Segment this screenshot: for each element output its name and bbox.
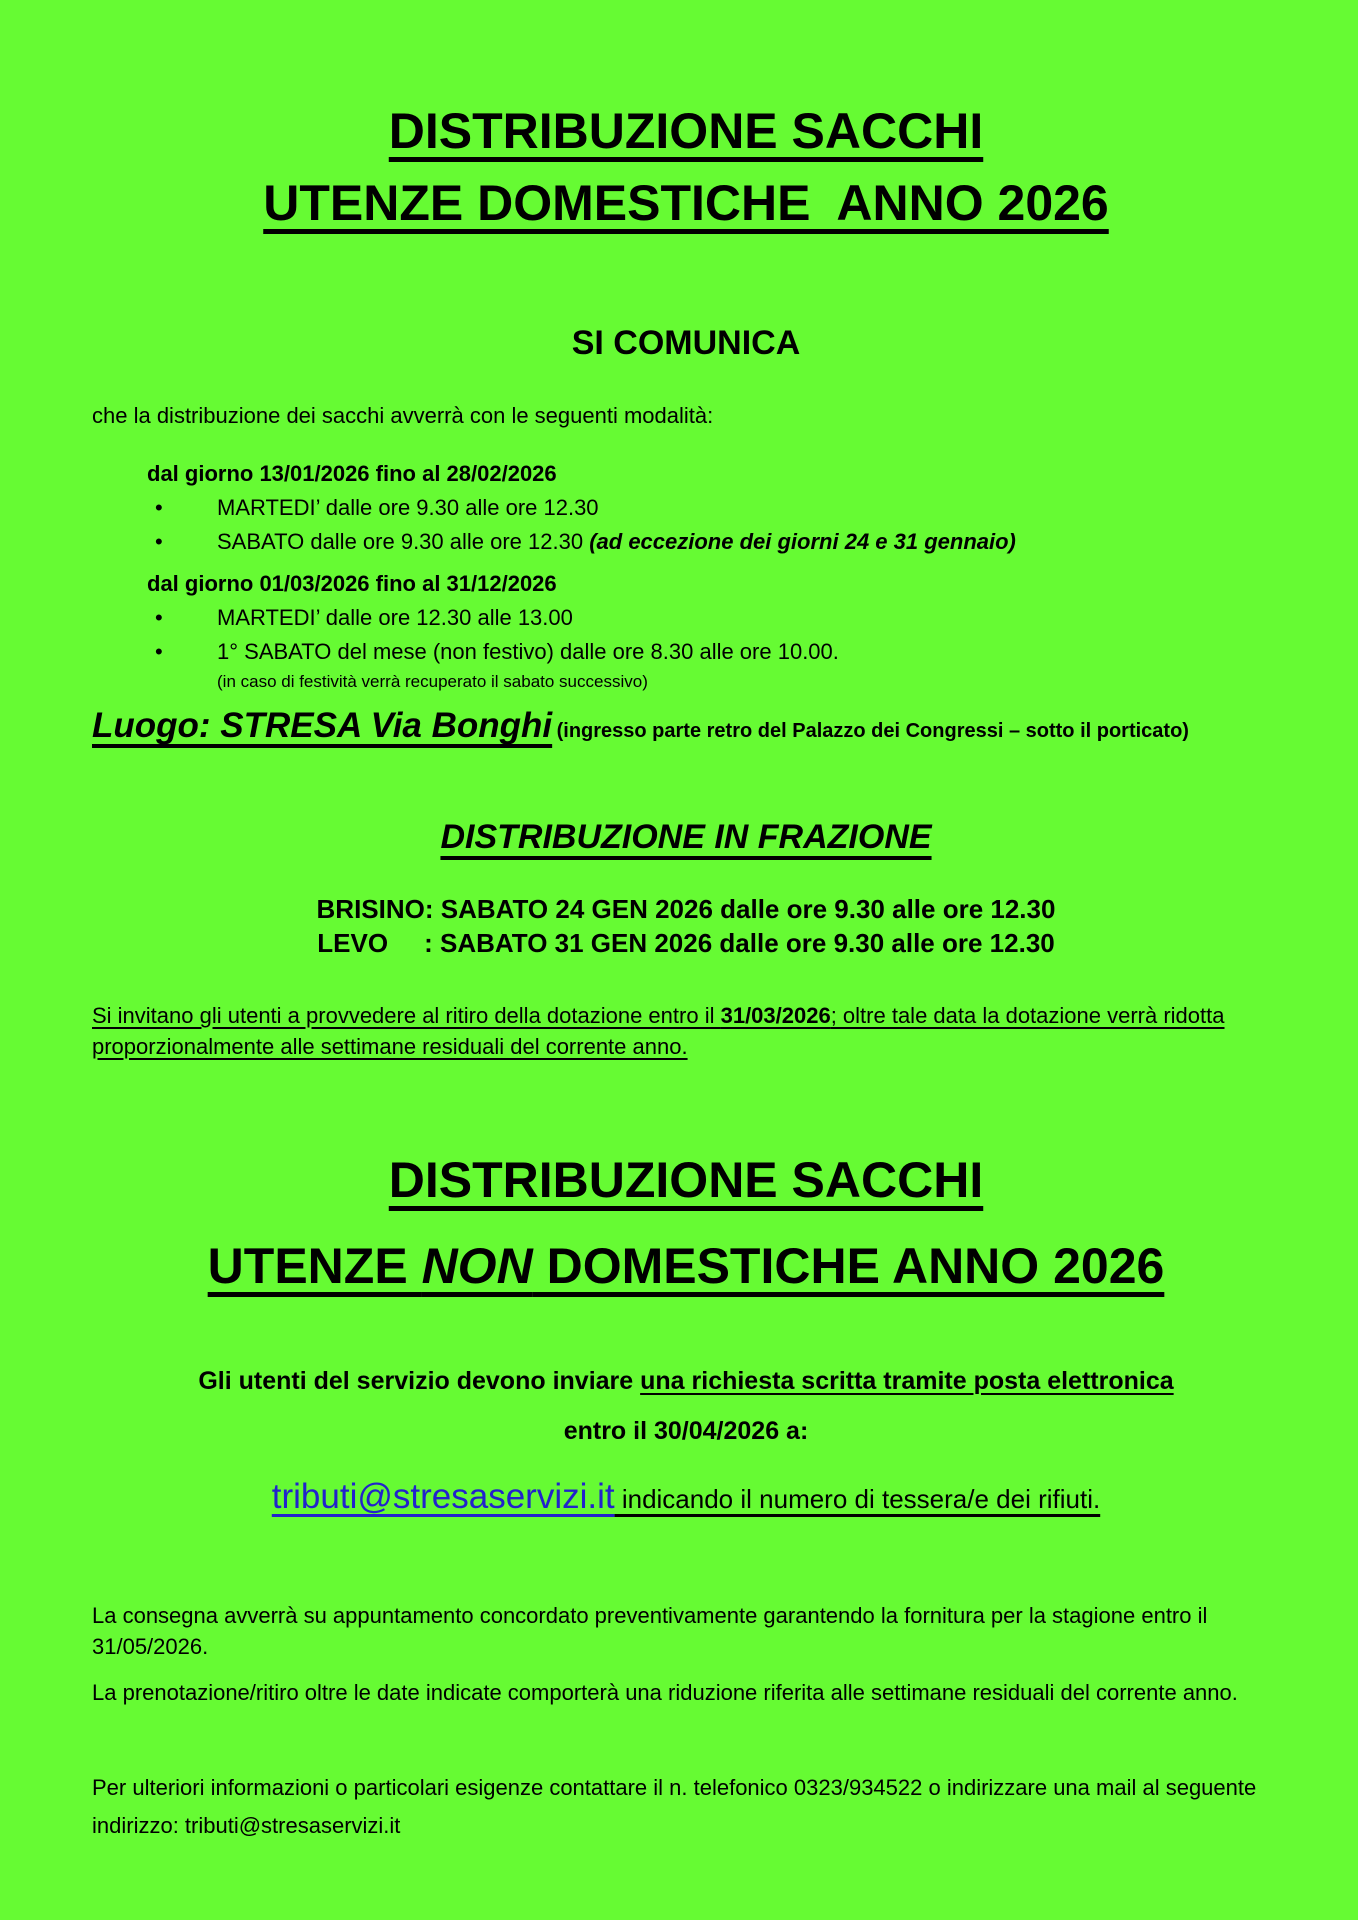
location-line: [92, 703, 1280, 756]
deadline-line: entro il 30/04/2026 a:: [563, 1417, 809, 1445]
domestic-title-line1: DISTRIBUZIONE SACCHI: [388, 103, 984, 159]
period1-bullet2-exception: (ad eccezione dei giorni 24 e 31 gennaio): [589, 529, 1016, 554]
location-note: (ingresso parte retro del Palazzo dei Congressi – sotto il porticato): [556, 720, 1189, 742]
period1-block: [147, 457, 1280, 559]
late-pickup-paragraph: La prenotazione/ritiro oltre le date indicate comporterà una riduzione riferita alle settimane residuali del corrente anno.: [92, 1680, 1238, 1705]
bullet-icon: •: [155, 605, 163, 630]
reminder-post: ; oltre tale data la dotazione verrà ridotta proporzionalmente alle settimane residuali del corrente anno.: [92, 1003, 1225, 1059]
instruction-pre: Gli utenti del servizio devono inviare: [198, 1367, 641, 1395]
period2-bullet1-text: MARTEDI’ dalle ore 12.30 alle 13.00: [217, 605, 573, 630]
period1-bullet2-text: [217, 525, 1016, 559]
domestic-title: [92, 95, 1280, 239]
non-domestic-title-line2-non: NON: [421, 1238, 533, 1294]
frazione-schedule: [92, 892, 1280, 960]
reminder-date: 31/03/2026: [720, 1003, 831, 1028]
announcement-heading: SI COMUNICA: [571, 324, 801, 362]
period1-heading: dal giorno 13/01/2026 fino al 28/02/2026: [147, 461, 557, 486]
period1-bullet2-plain: SABATO dalle ore 9.30 alle ore 12.30: [217, 529, 590, 554]
location-label: Luogo: STRESA Via Bonghi: [92, 706, 553, 745]
frazione-line-levo: LEVO : SABATO 31 GEN 2026 dalle ore 9.30 alle ore 12.30: [317, 928, 1055, 958]
period1-bullet1-row: [147, 491, 1280, 525]
bullet-icon: •: [155, 495, 163, 520]
instruction-line: [92, 1363, 1280, 1399]
bullet-icon: •: [155, 639, 163, 664]
non-domestic-title-line2: [208, 1238, 1165, 1294]
period2-block: [147, 567, 1280, 695]
frazione-line-brisino: BRISINO: SABATO 24 GEN 2026 dalle ore 9.30 alle ore 12.30: [316, 894, 1056, 924]
period1-bullet2-row: [147, 525, 1280, 559]
period2-bullet1-row: [147, 601, 1280, 635]
period2-bullet2-note: (in caso di festività verrà recuperato il sabato successivo): [217, 672, 648, 691]
domestic-title-line2: UTENZE DOMESTICHE ANNO 2026: [263, 175, 1109, 231]
period2-bullet2-row: [147, 635, 1280, 669]
non-domestic-title-line2-part2: DOMESTICHE ANNO 2026: [532, 1238, 1165, 1294]
flyer-content: [0, 95, 1358, 1845]
reminder-paragraph: [92, 1000, 1280, 1062]
period2-heading: dal giorno 01/03/2026 fino al 31/12/2026: [147, 571, 557, 596]
non-domestic-title-line1: DISTRIBUZIONE SACCHI: [388, 1152, 984, 1208]
email-line: [92, 1473, 1280, 1528]
instruction-underlined: una richiesta scritta tramite posta elettronica: [640, 1367, 1174, 1395]
reminder-pre: Si invitano gli utenti a provvedere al ritiro della dotazione entro il: [92, 1003, 721, 1028]
email-note: indicando il numero di tessera/e dei rifiuti.: [614, 1484, 1101, 1514]
frazione-title-text: DISTRIBUZIONE IN FRAZIONE: [440, 818, 932, 856]
bullet-icon: •: [155, 529, 163, 554]
intro-text: che la distribuzione dei sacchi avverrà con le seguenti modalità:: [92, 403, 714, 428]
frazione-title: [92, 814, 1280, 860]
email-link[interactable]: tributi@stresaservizi.it: [271, 1477, 615, 1516]
contact-paragraph: Per ulteriori informazioni o particolari esigenze contattare il n. telefonico 0323/934522 o indirizzare una mail al seguente indirizzo: tributi@stresaservizi.it: [92, 1775, 1257, 1838]
non-domestic-title-line2-part1: UTENZE: [207, 1238, 422, 1294]
non-domestic-title: [92, 1137, 1280, 1309]
period1-bullet1-text: MARTEDI’ dalle ore 9.30 alle ore 12.30: [217, 495, 599, 520]
period2-bullet2-text: 1° SABATO del mese (non festivo) dalle ore 8.30 alle ore 10.00.: [217, 639, 839, 664]
delivery-paragraph: La consegna avverrà su appuntamento concordato preventivamente garantendo la fornitura per la stagione entro il 31/05/2026.: [92, 1603, 1208, 1659]
